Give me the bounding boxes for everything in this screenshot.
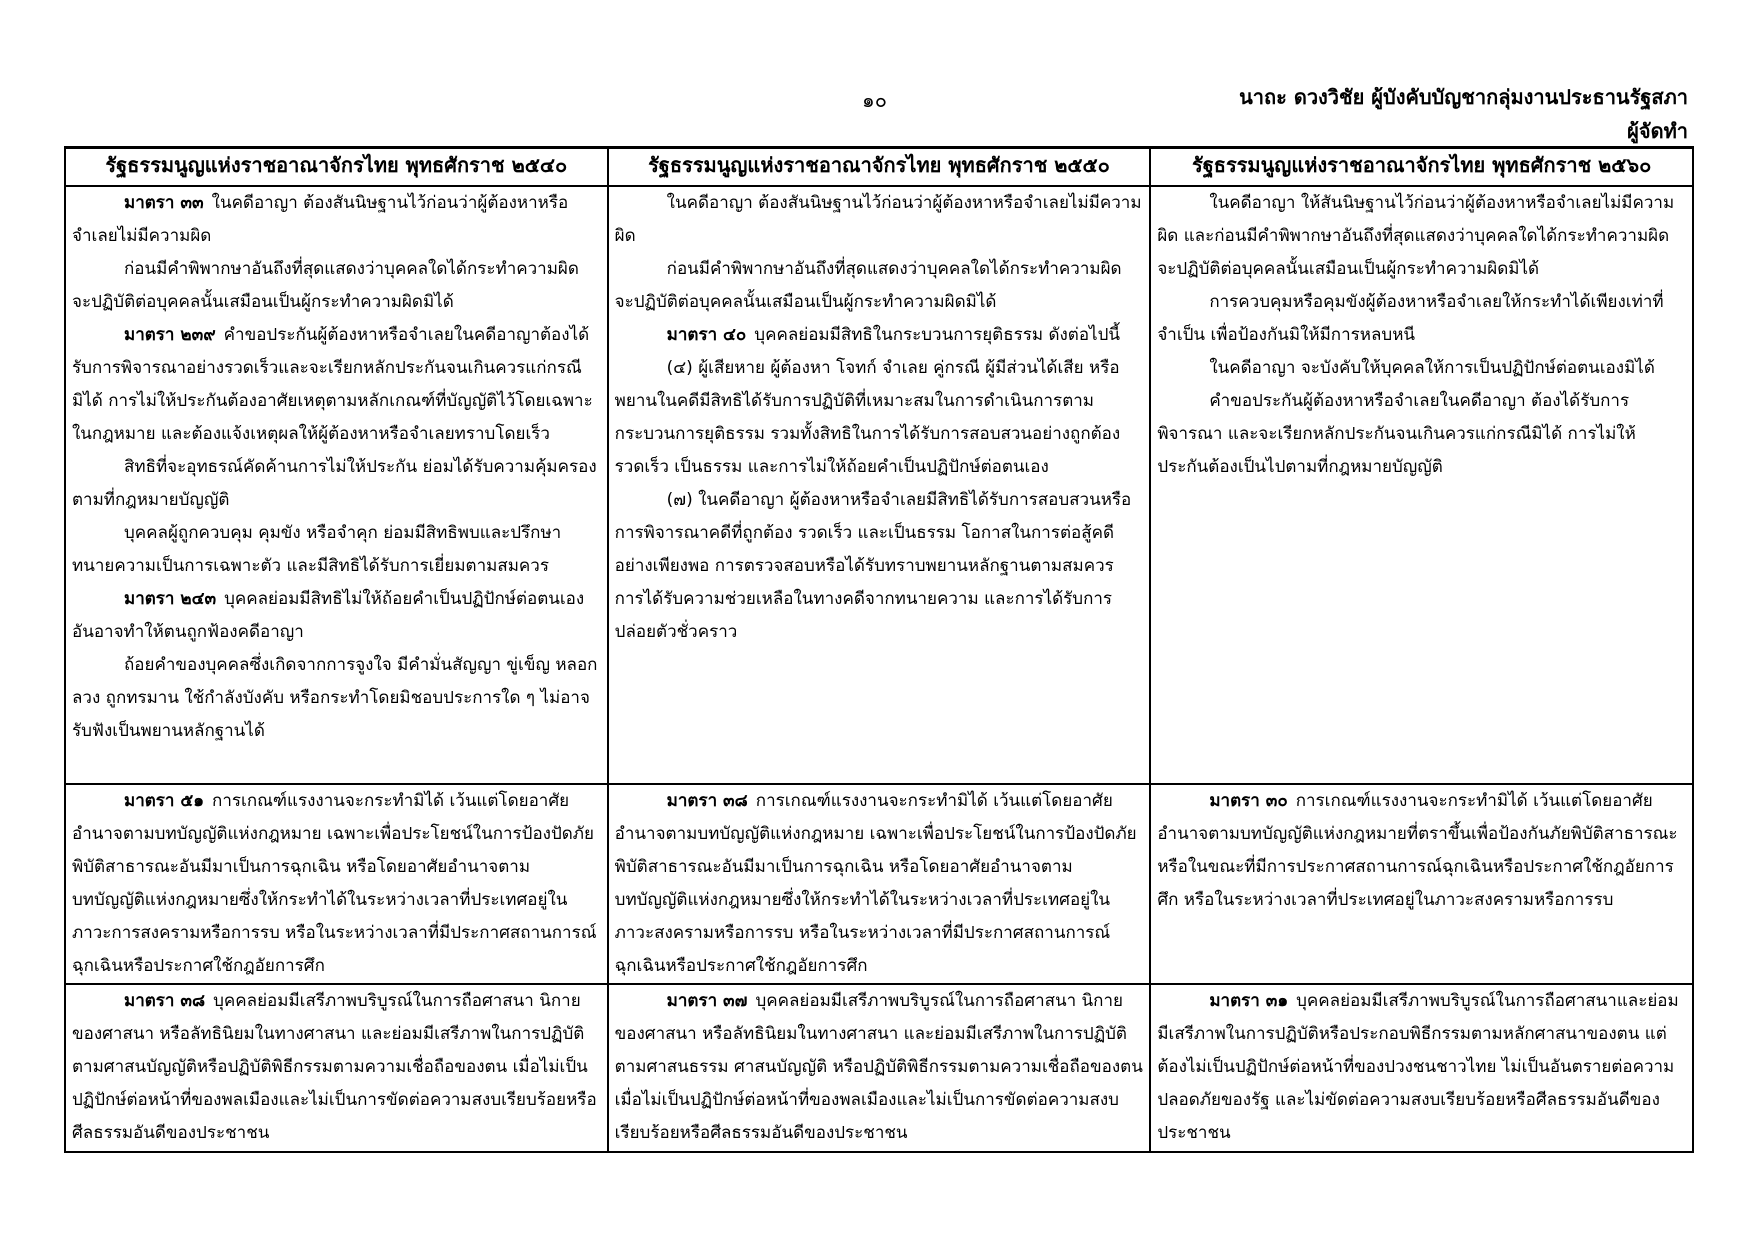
section-number: มาตรา ๓๘ [124,991,206,1011]
section-number: มาตรา ๒๓๙ [124,325,216,345]
section-text: คำขอประกันผู้ต้องหาหรือจำเลยในคดีอาญา ต้องได้รับการพิจารณา และจะเรียกหลักประกันจนเกินควรแก่กรณีมิได้ การไม่ให้ประกันต้องเป็นไปตามที่กฎหมายบัญญัติ [1157,391,1636,477]
section-paragraph [72,451,601,517]
section-text: (๗) ในคดีอาญา ผู้ต้องหาหรือจำเลยมีสิทธิได้รับการสอบสวนหรือการพิจารณาคดีที่ถูกต้อง รวดเร็ว และเป็นธรรม โอกาสในการต่อสู้คดีอย่างเพียงพอ การตรวจสอบหรือได้รับทราบพยานหลักฐานตามสมควร การได้รับความช่วยเหลือในทางคดีจากทนายความ และการได้รับการปล่อยตัวชั่วคราว [614,490,1132,642]
table-header-row [65,148,1693,187]
section-paragraph [615,319,1144,352]
section-paragraph [72,985,601,1150]
table-row [65,984,1693,1152]
table-cell [1150,784,1693,984]
section-number: มาตรา ๔๐ [666,325,747,345]
section-paragraph [1157,385,1686,484]
section-paragraph [615,785,1144,983]
section-text: ในคดีอาญา ต้องสันนิษฐานไว้ก่อนว่าผู้ต้องหาหรือจำเลยไม่มีความผิด [72,193,569,246]
column-header-2540: รัฐธรรมนูญแห่งราชอาณาจักรไทย พุทธศักราช ๒๕๔๐ [65,148,608,187]
constitution-comparison-table [64,146,1694,1153]
section-number: มาตรา ๓๓ [124,193,204,213]
section-number: มาตรา ๒๔๓ [124,589,217,609]
section-text: การเกณฑ์แรงงานจะกระทำมิได้ เว้นแต่โดยอาศัยอำนาจตามบทบัญญัติแห่งกฎหมาย เฉพาะเพื่อประโยชน์ในการป้องปัดภัยพิบัติสาธารณะอันมีมาเป็นการฉุกเฉิน หรือโดยอาศัยอำนาจตามบทบัญญัติแห่งกฎหมายซึ่งให้กระทำได้ในระหว่างเวลาที่ประเทศอยู่ในภาวะสงครามหรือการรบ หรือในระหว่างเวลาที่มีประกาศสถานการณ์ฉุกเฉินหรือประกาศใช้กฎอัยการศึก [614,791,1137,976]
table-cell [65,784,608,984]
table-cell [608,784,1151,984]
section-paragraph [72,583,601,649]
section-number: มาตรา ๓๘ [666,791,748,811]
section-number: มาตรา ๓๗ [666,991,748,1011]
section-text: สิทธิที่จะอุทธรณ์คัดค้านการไม่ให้ประกัน ย่อมได้รับความคุ้มครองตามที่กฎหมายบัญญัติ [72,457,597,510]
section-text: บุคคลย่อมมีสิทธิในกระบวนการยุติธรรม ดังต่อไปนี้ [754,325,1120,345]
section-paragraph [1157,187,1686,286]
section-paragraph [615,484,1144,649]
section-number: มาตรา ๓๑ [1209,991,1289,1011]
section-text: ก่อนมีคำพิพากษาอันถึงที่สุดแสดงว่าบุคคลใดได้กระทำความผิด จะปฏิบัติต่อบุคคลนั้นเสมือนเป็นผู้กระทำความผิดมิได้ [614,259,1122,312]
table-cell [1150,186,1693,784]
table-cell [608,186,1151,784]
section-paragraph [1157,785,1686,917]
section-paragraph [72,253,601,319]
table-cell [608,984,1151,1152]
section-text: ก่อนมีคำพิพากษาอันถึงที่สุดแสดงว่าบุคคลใดได้กระทำความผิด จะปฏิบัติต่อบุคคลนั้นเสมือนเป็นผู้กระทำความผิดมิได้ [72,259,579,312]
section-text: บุคคลผู้ถูกควบคุม คุมขัง หรือจำคุก ย่อมมีสิทธิพบและปรึกษาทนายความเป็นการเฉพาะตัว และมีสิทธิได้รับการเยี่ยมตามสมควร [72,523,562,576]
section-text: ในคดีอาญา จะบังคับให้บุคคลให้การเป็นปฏิปักษ์ต่อตนเองมิได้ [1209,358,1655,378]
section-text: บุคคลย่อมมีสิทธิไม่ให้ถ้อยคำเป็นปฏิปักษ์ต่อตนเองอันอาจทำให้ตนถูกฟ้องคดีอาญา [72,589,585,642]
section-paragraph [1157,985,1686,1150]
section-paragraph [72,517,601,583]
author-credit [1239,80,1688,148]
table-cell [65,984,608,1152]
section-text: ถ้อยคำของบุคคลซึ่งเกิดจากการจูงใจ มีคำมั่นสัญญา ขู่เข็ญ หลอกลวง ถูกทรมาน ใช้กำลังบังคับ หรือกระทำโดยมิชอบประการใด ๆ ไม่อาจรับฟังเป็นพยานหลักฐานได้ [72,655,598,741]
section-paragraph [72,319,601,451]
author-line: นาถะ ดวงวิชัย ผู้บังคับบัญชากลุ่มงานประธานรัฐสภา [1239,85,1688,109]
section-paragraph [615,187,1144,253]
section-text: บุคคลย่อมมีเสรีภาพบริบูรณ์ในการถือศาสนา นิกายของศาสนา หรือลัทธินิยมในทางศาสนา และย่อมมีเสรีภาพในการปฏิบัติตามศาสนธรรม ศาสนบัญญัติ หรือปฏิบัติพิธีกรรมตามความเชื่อถือของตน เมื่อไม่เป็นปฏิปักษ์ต่อหน้าที่ของพลเมืองและไม่เป็นการขัดต่อความสงบเรียบร้อยหรือศีลธรรมอันดีของประชาชน [614,991,1143,1143]
table-cell [1150,984,1693,1152]
section-paragraph [1157,352,1686,385]
section-number: มาตรา ๕๑ [124,791,205,811]
section-text: บุคคลย่อมมีเสรีภาพบริบูรณ์ในการถือศาสนา นิกายของศาสนา หรือลัทธินิยมในทางศาสนา และย่อมมีเสรีภาพในการปฏิบัติตามศาสนบัญญัติหรือปฏิบัติพิธีกรรมตามความเชื่อถือของตน เมื่อไม่เป็นปฏิปักษ์ต่อหน้าที่ของพลเมืองและไม่เป็นการขัดต่อความสงบเรียบร้อยหรือศีลธรรมอันดีของประชาชน [72,991,597,1143]
section-paragraph [72,785,601,983]
section-text: คำขอประกันผู้ต้องหาหรือจำเลยในคดีอาญาต้องได้รับการพิจารณาอย่างรวดเร็วและจะเรียกหลักประกันจนเกินควรแก่กรณีมิได้ การไม่ให้ประกันต้องอาศัยเหตุตามหลักเกณฑ์ที่บัญญัติไว้โดยเฉพาะในกฎหมาย และต้องแจ้งเหตุผลให้ผู้ต้องหาหรือจำเลยทราบโดยเร็ว [72,325,593,444]
table-row [65,186,1693,784]
table-row [65,784,1693,984]
section-text: ในคดีอาญา ต้องสันนิษฐานไว้ก่อนว่าผู้ต้องหาหรือจำเลยไม่มีความผิด [614,193,1142,246]
section-paragraph [615,352,1144,484]
section-paragraph [1157,286,1686,352]
page-number: ๑๐ [862,88,887,112]
section-text: การเกณฑ์แรงงานจะกระทำมิได้ เว้นแต่โดยอาศัยอำนาจตามบทบัญญัติแห่งกฎหมายที่ตราขึ้นเพื่อป้องกันภัยพิบัติสาธารณะ หรือในขณะที่มีการประกาศสถานการณ์ฉุกเฉินหรือประกาศใช้กฎอัยการศึก หรือในระหว่างเวลาที่ประเทศอยู่ในภาวะสงครามหรือการรบ [1157,791,1678,910]
section-text: ในคดีอาญา ให้สันนิษฐานไว้ก่อนว่าผู้ต้องหาหรือจำเลยไม่มีความผิด และก่อนมีคำพิพากษาอันถึงที่สุดแสดงว่าบุคคลใดได้กระทำความผิด จะปฏิบัติต่อบุคคลนั้นเสมือนเป็นผู้กระทำความผิดมิได้ [1157,193,1675,279]
section-paragraph [72,187,601,253]
table-cell [65,186,608,784]
section-text: บุคคลย่อมมีเสรีภาพบริบูรณ์ในการถือศาสนาและย่อมมีเสรีภาพในการปฏิบัติหรือประกอบพิธีกรรมตามหลักศาสนาของตน แต่ต้องไม่เป็นปฏิปักษ์ต่อหน้าที่ของปวงชนชาวไทย ไม่เป็นอันตรายต่อความปลอดภัยของรัฐ และไม่ขัดต่อความสงบเรียบร้อยหรือศีลธรรมอันดีของประชาชน [1157,991,1679,1143]
column-header-2550: รัฐธรรมนูญแห่งราชอาณาจักรไทย พุทธศักราช ๒๕๕๐ [608,148,1151,187]
section-paragraph [615,253,1144,319]
column-header-2560: รัฐธรรมนูญแห่งราชอาณาจักรไทย พุทธศักราช ๒๕๖๐ [1150,148,1693,187]
section-paragraph [72,649,601,748]
section-paragraph [615,985,1144,1150]
author-role: ผู้จัดทำ [1627,119,1688,143]
section-text: (๔) ผู้เสียหาย ผู้ต้องหา โจทก์ จำเลย คู่กรณี ผู้มีส่วนได้เสีย หรือพยานในคดีมีสิทธิได้รับการปฏิบัติที่เหมาะสมในการดำเนินการตามกระบวนการยุติธรรม รวมทั้งสิทธิในการได้รับการสอบสวนอย่างถูกต้อง รวดเร็ว เป็นธรรม และการไม่ให้ถ้อยคำเป็นปฏิปักษ์ต่อตนเอง [614,358,1121,477]
section-number: มาตรา ๓๐ [1209,791,1288,811]
section-text: การควบคุมหรือคุมขังผู้ต้องหาหรือจำเลยให้กระทำได้เพียงเท่าที่จำเป็น เพื่อป้องกันมิให้มีการหลบหนี [1157,292,1664,345]
section-text: การเกณฑ์แรงงานจะกระทำมิได้ เว้นแต่โดยอาศัยอำนาจตามบทบัญญัติแห่งกฎหมาย เฉพาะเพื่อประโยชน์ในการป้องปัดภัยพิบัติสาธารณะอันมีมาเป็นการฉุกเฉิน หรือโดยอาศัยอำนาจตามบทบัญญัติแห่งกฎหมายซึ่งให้กระทำได้ในระหว่างเวลาที่ประเทศอยู่ในภาวะการสงครามหรือการรบ หรือในระหว่างเวลาที่มีประกาศสถานการณ์ฉุกเฉินหรือประกาศใช้กฎอัยการศึก [72,791,597,976]
